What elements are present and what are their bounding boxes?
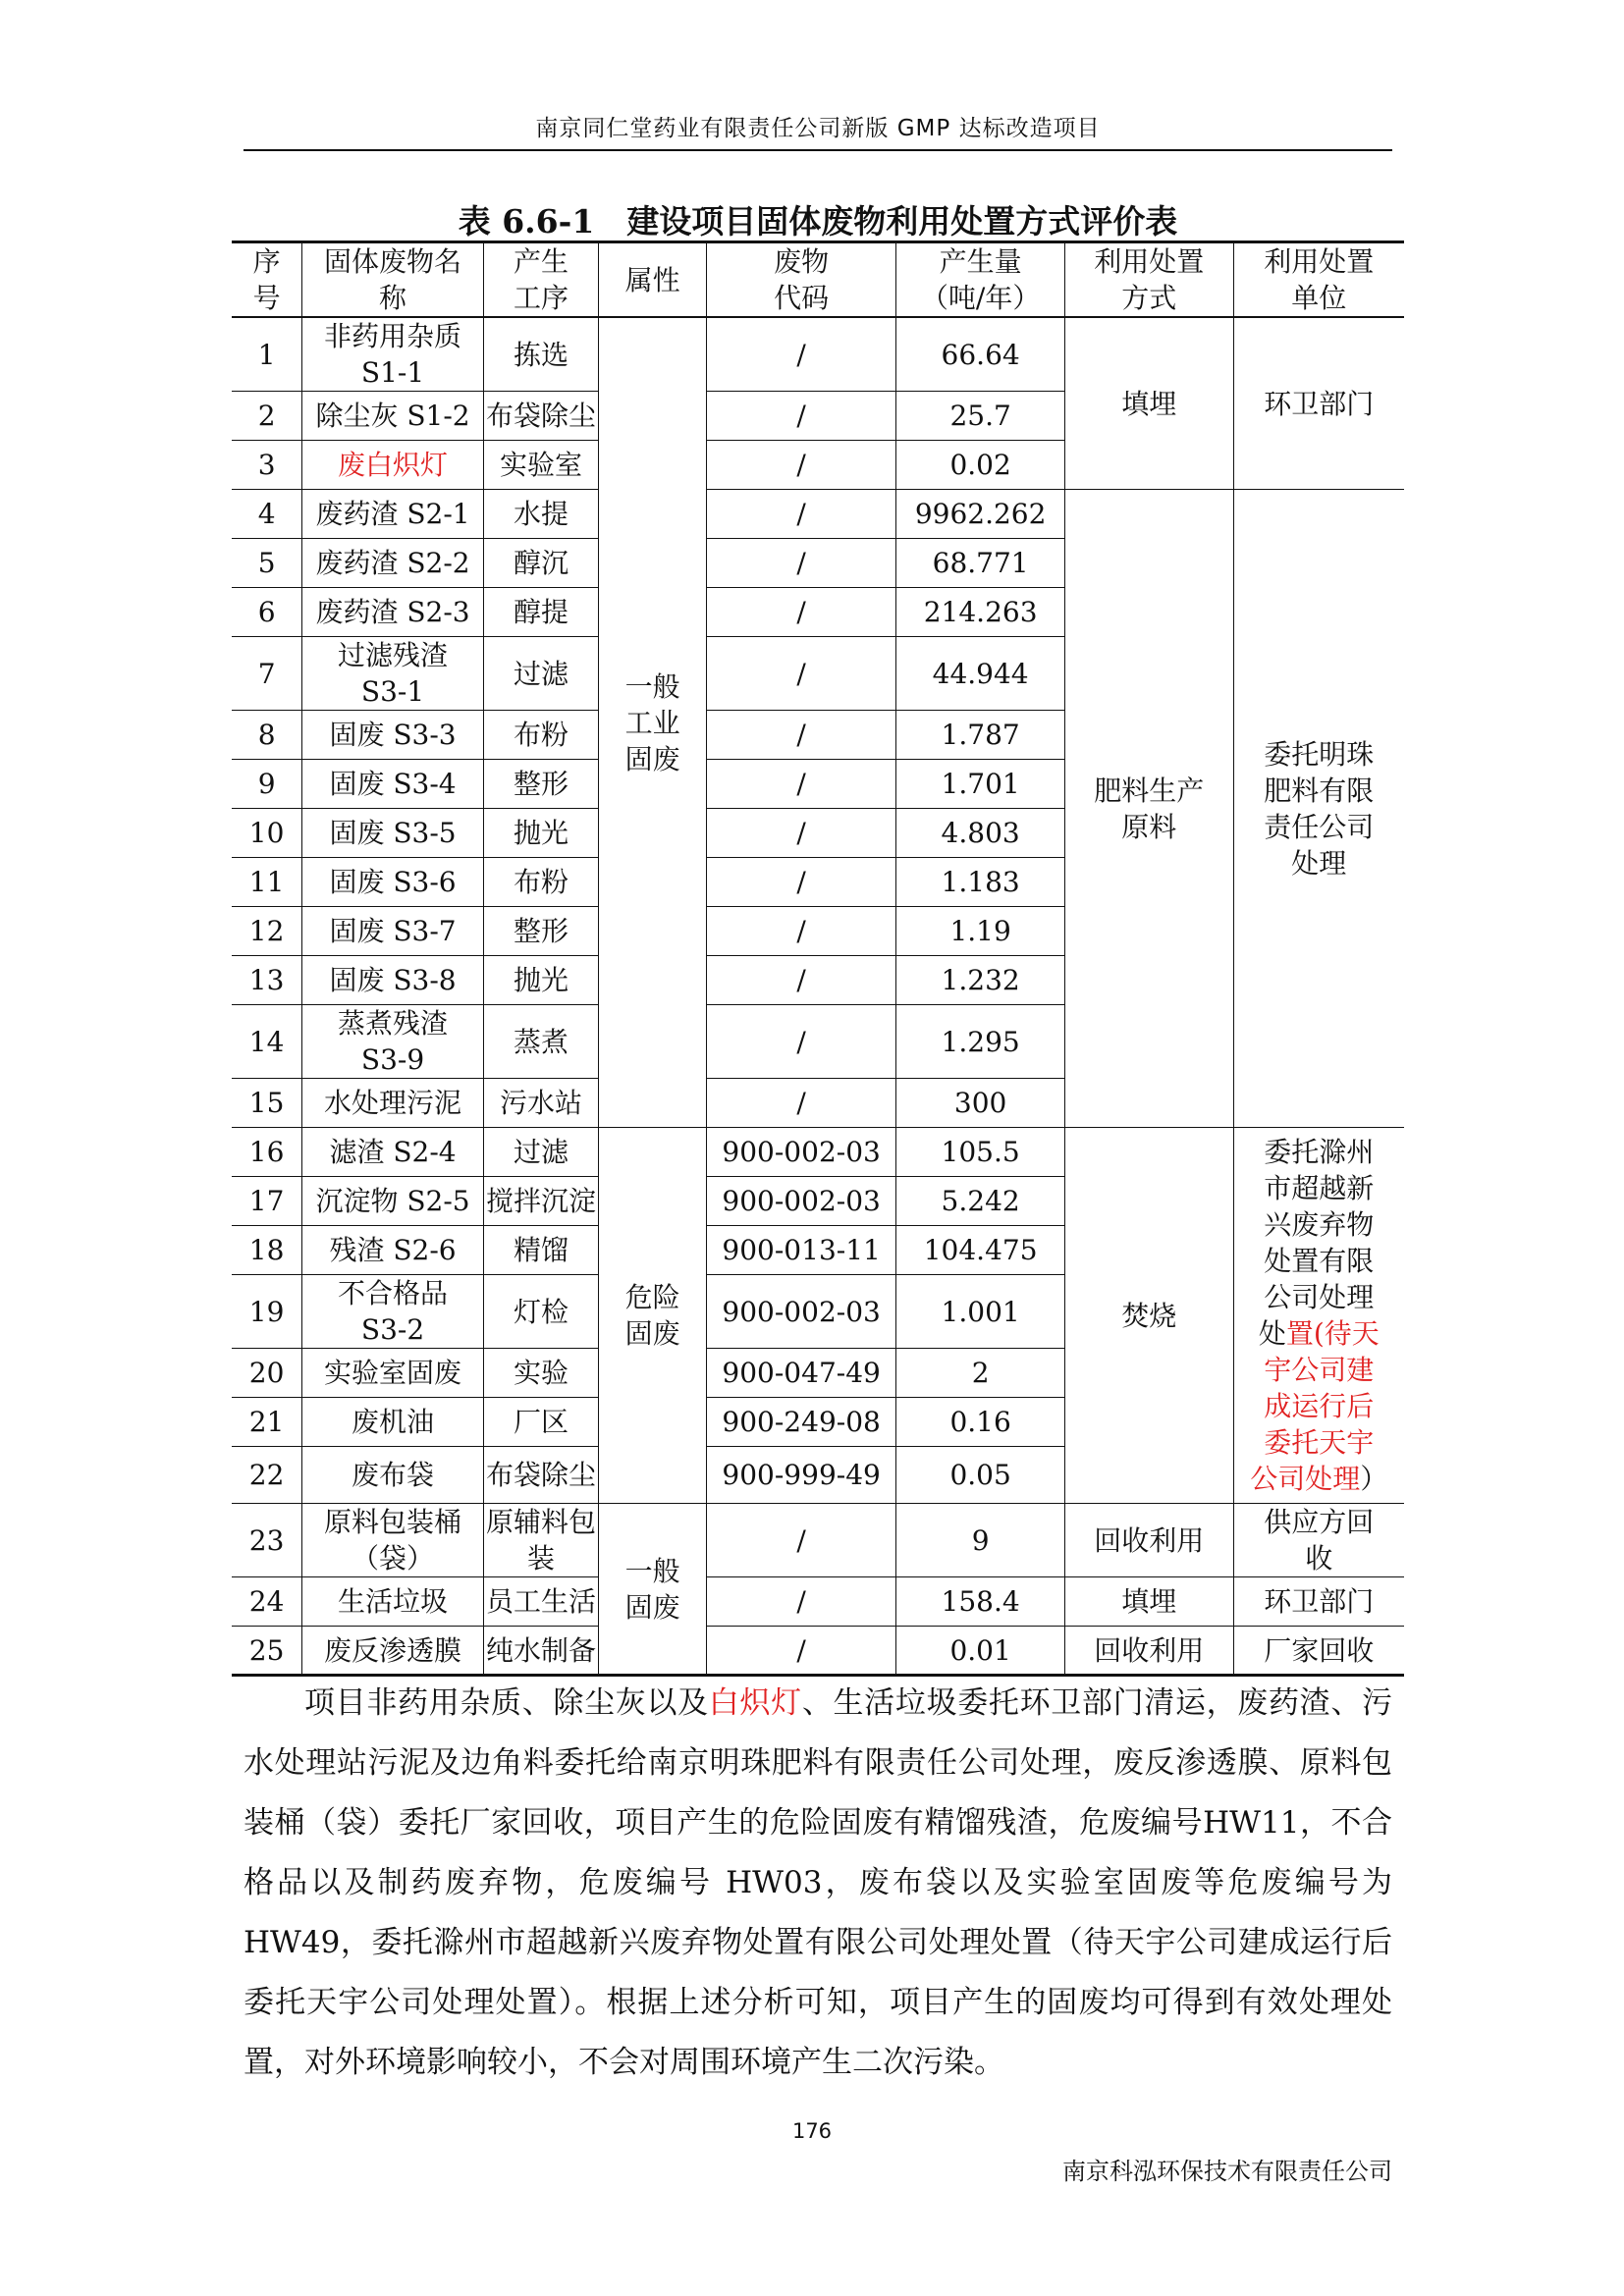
quantity-cell: 0.16 [896,1398,1065,1447]
waste-name-cell: 除尘灰 S1-2 [302,392,484,441]
attribute-cell: 一般 固废 [599,1504,707,1676]
process-cell: 蒸煮 [483,1005,598,1079]
waste-name-cell: 残渣 S2-6 [302,1226,484,1275]
paragraph-highlight: 白炽灯 [708,1685,802,1721]
table-row [232,1504,1404,1577]
quantity-cell: 9962.262 [896,490,1065,539]
process-cell: 整形 [483,907,598,956]
quantity-cell: 1.701 [896,760,1065,809]
page-number: 176 [791,2119,833,2143]
quantity-cell: 1.19 [896,907,1065,956]
waste-name-cell: 不合格品 S3-2 [302,1275,484,1349]
table-row [232,317,1404,392]
process-cell: 灯检 [483,1275,598,1349]
row-number-cell: 11 [232,858,302,907]
waste-code-cell: / [706,588,895,637]
process-cell: 布袋除尘 [483,392,598,441]
process-cell: 醇提 [483,588,598,637]
row-number-cell: 1 [232,317,302,392]
table-row [232,1577,1404,1627]
quantity-cell: 1.183 [896,858,1065,907]
disposal-unit-cell: 委托明珠 肥料有限 责任公司 处理 [1233,490,1404,1128]
waste-code-cell: / [706,956,895,1005]
waste-code-cell: / [706,1504,895,1577]
row-number-cell: 2 [232,392,302,441]
quantity-cell: 25.7 [896,392,1065,441]
waste-name-cell: 蒸煮残渣 S3-9 [302,1005,484,1079]
header-cell: 利用处置 方式 [1064,242,1233,318]
process-cell: 实验室 [483,441,598,490]
table-row [232,490,1404,539]
row-number-cell: 21 [232,1398,302,1447]
quantity-cell: 66.64 [896,317,1065,392]
header-cell: 废物 代码 [706,242,895,318]
waste-code-cell: 900-002-03 [706,1177,895,1226]
quantity-cell: 9 [896,1504,1065,1577]
row-number-cell: 4 [232,490,302,539]
row-number-cell: 7 [232,637,302,711]
quantity-cell: 104.475 [896,1226,1065,1275]
disposal-unit-cell: 供应方回 收 [1233,1504,1404,1577]
row-number-cell: 13 [232,956,302,1005]
waste-code-cell: / [706,1577,895,1627]
process-cell: 拣选 [483,317,598,392]
header-cell: 产生量 （吨/年） [896,242,1065,318]
waste-code-cell: / [706,392,895,441]
quantity-cell: 0.01 [896,1627,1065,1676]
row-number-cell: 12 [232,907,302,956]
quantity-cell: 1.232 [896,956,1065,1005]
header-rule [244,149,1392,151]
quantity-cell: 5.242 [896,1177,1065,1226]
header-cell: 固体废物名 称 [302,242,484,318]
disposal-method-cell: 填埋 [1064,1577,1233,1627]
waste-name-cell: 废药渣 S2-2 [302,539,484,588]
process-cell: 精馏 [483,1226,598,1275]
row-number-cell: 20 [232,1349,302,1398]
row-number-cell: 24 [232,1577,302,1627]
document-footer: 南京科泓环保技术有限责任公司 [1062,2158,1392,2185]
waste-code-cell: 900-013-11 [706,1226,895,1275]
row-number-cell: 17 [232,1177,302,1226]
waste-name-cell: 非药用杂质 S1-1 [302,317,484,392]
process-cell: 实验 [483,1349,598,1398]
waste-code-cell: 900-999-49 [706,1447,895,1504]
waste-code-cell: / [706,1627,895,1676]
quantity-cell: 0.05 [896,1447,1065,1504]
waste-code-cell: / [706,809,895,858]
header-cell: 序 号 [232,242,302,318]
quantity-cell: 1.001 [896,1275,1065,1349]
process-cell: 过滤 [483,637,598,711]
waste-name-cell: 固废 S3-7 [302,907,484,956]
solid-waste-table [232,240,1404,1677]
disposal-unit-cell [1233,1128,1404,1504]
table-row [232,1128,1404,1177]
process-cell: 水提 [483,490,598,539]
table-caption: 表 6.6-1 建设项目固体废物利用处置方式评价表 [458,202,1178,240]
row-number-cell: 25 [232,1627,302,1676]
process-cell: 布粉 [483,858,598,907]
row-number-cell: 6 [232,588,302,637]
waste-code-cell: / [706,907,895,956]
header-cell: 产生 工序 [483,242,598,318]
row-number-cell: 10 [232,809,302,858]
waste-name-cell: 沉淀物 S2-5 [302,1177,484,1226]
process-cell: 抛光 [483,956,598,1005]
process-cell: 员工生活 [483,1577,598,1627]
disposal-method-cell: 肥料生产 原料 [1064,490,1233,1128]
waste-code-cell: / [706,1005,895,1079]
quantity-cell: 300 [896,1079,1065,1128]
quantity-cell: 2 [896,1349,1065,1398]
quantity-cell: 4.803 [896,809,1065,858]
quantity-cell: 1.295 [896,1005,1065,1079]
document-header: 南京同仁堂药业有限责任公司新版 GMP 达标改造项目 [535,116,1101,141]
disposal-unit-text: ） [1360,1463,1388,1495]
row-number-cell: 16 [232,1128,302,1177]
row-number-cell: 19 [232,1275,302,1349]
disposal-unit-cell: 厂家回收 [1233,1627,1404,1676]
disposal-unit-note: 置(待天 宇公司建 成运行后 委托天宇 公司处理 [1250,1317,1380,1495]
waste-code-cell: 900-002-03 [706,1275,895,1349]
row-number-cell: 3 [232,441,302,490]
waste-name-cell: 废机油 [302,1398,484,1447]
waste-name-cell: 生活垃圾 [302,1577,484,1627]
process-cell: 纯水制备 [483,1627,598,1676]
paragraph-text: 、生活垃圾委托环卫部门清运，废药渣、污水处理站污泥及边角料委托给南京明珠肥料有限责任公司处理，废反渗透膜、原料包装桶（袋）委托厂家回收，项目产生的危险固废有精馏残渣，危废编号HW11，不合格品以及制药废弃物，危废编号 HW03，废布袋以及实验室固废等危废编号为 HW49，委托滁州市超越新兴废弃物处置有限公司处理处置（待天宇公司建成运行后委托天宇公司处理处置）。根据上述分析可知，项目产生的固废均可得到有效处理处置，对外环境影响较小，不会对周围环境产生二次污染。 [244,1685,1393,2080]
process-cell: 污水站 [483,1079,598,1128]
row-number-cell: 15 [232,1079,302,1128]
attribute-cell: 一般 工业 固废 [599,317,707,1128]
disposal-method-cell: 填埋 [1064,317,1233,490]
quantity-cell: 0.02 [896,441,1065,490]
waste-name-cell: 固废 S3-6 [302,858,484,907]
table-body [232,317,1404,1676]
waste-code-cell: / [706,317,895,392]
row-number-cell: 18 [232,1226,302,1275]
attribute-cell: 危险 固废 [599,1128,707,1504]
waste-name-cell: 实验室固废 [302,1349,484,1398]
quantity-cell: 1.787 [896,711,1065,760]
waste-code-cell: 900-002-03 [706,1128,895,1177]
waste-code-cell: / [706,1079,895,1128]
header-cell: 利用处置 单位 [1233,242,1404,318]
disposal-unit-text: 委托滁州 市超越新 兴废弃物 处置有限 公司处理 处 [1258,1136,1375,1350]
process-cell: 厂区 [483,1398,598,1447]
table-row [232,1627,1404,1676]
waste-name-cell: 废药渣 S2-3 [302,588,484,637]
summary-paragraph [244,1674,1392,2093]
process-cell: 抛光 [483,809,598,858]
waste-name-cell: 废白炽灯 [302,441,484,490]
process-cell: 醇沉 [483,539,598,588]
quantity-cell: 44.944 [896,637,1065,711]
row-number-cell: 14 [232,1005,302,1079]
process-cell: 原辅料包 装 [483,1504,598,1577]
waste-code-cell: / [706,539,895,588]
quantity-cell: 68.771 [896,539,1065,588]
waste-name-cell: 废药渣 S2-1 [302,490,484,539]
waste-code-cell: / [706,858,895,907]
waste-name-cell: 固废 S3-3 [302,711,484,760]
process-cell: 过滤 [483,1128,598,1177]
waste-code-cell: / [706,637,895,711]
waste-name-cell: 水处理污泥 [302,1079,484,1128]
row-number-cell: 5 [232,539,302,588]
row-number-cell: 9 [232,760,302,809]
quantity-cell: 158.4 [896,1577,1065,1627]
row-number-cell: 8 [232,711,302,760]
row-number-cell: 23 [232,1504,302,1577]
disposal-method-cell: 回收利用 [1064,1504,1233,1577]
disposal-unit-cell: 环卫部门 [1233,1577,1404,1627]
process-cell: 布粉 [483,711,598,760]
process-cell: 搅拌沉淀 [483,1177,598,1226]
process-cell: 整形 [483,760,598,809]
waste-name-cell: 固废 S3-8 [302,956,484,1005]
waste-name-cell: 原料包装桶 （袋） [302,1504,484,1577]
waste-code-cell: / [706,490,895,539]
disposal-method-cell: 焚烧 [1064,1128,1233,1504]
waste-name-cell: 固废 S3-5 [302,809,484,858]
waste-code-cell: / [706,711,895,760]
paragraph-text: 项目非药用杂质、除尘灰以及 [304,1685,709,1721]
table-header-row [232,242,1404,318]
waste-code-cell: / [706,760,895,809]
quantity-cell: 105.5 [896,1128,1065,1177]
waste-name-cell: 滤渣 S2-4 [302,1128,484,1177]
quantity-cell: 214.263 [896,588,1065,637]
disposal-method-cell: 回收利用 [1064,1627,1233,1676]
disposal-unit-cell: 环卫部门 [1233,317,1404,490]
header-cell: 属性 [599,242,707,318]
waste-name-cell: 废反渗透膜 [302,1627,484,1676]
row-number-cell: 22 [232,1447,302,1504]
waste-code-cell: / [706,441,895,490]
waste-name-cell: 过滤残渣 S3-1 [302,637,484,711]
waste-name-cell: 固废 S3-4 [302,760,484,809]
waste-code-cell: 900-249-08 [706,1398,895,1447]
process-cell: 布袋除尘 [483,1447,598,1504]
waste-name-cell: 废布袋 [302,1447,484,1504]
waste-code-cell: 900-047-49 [706,1349,895,1398]
